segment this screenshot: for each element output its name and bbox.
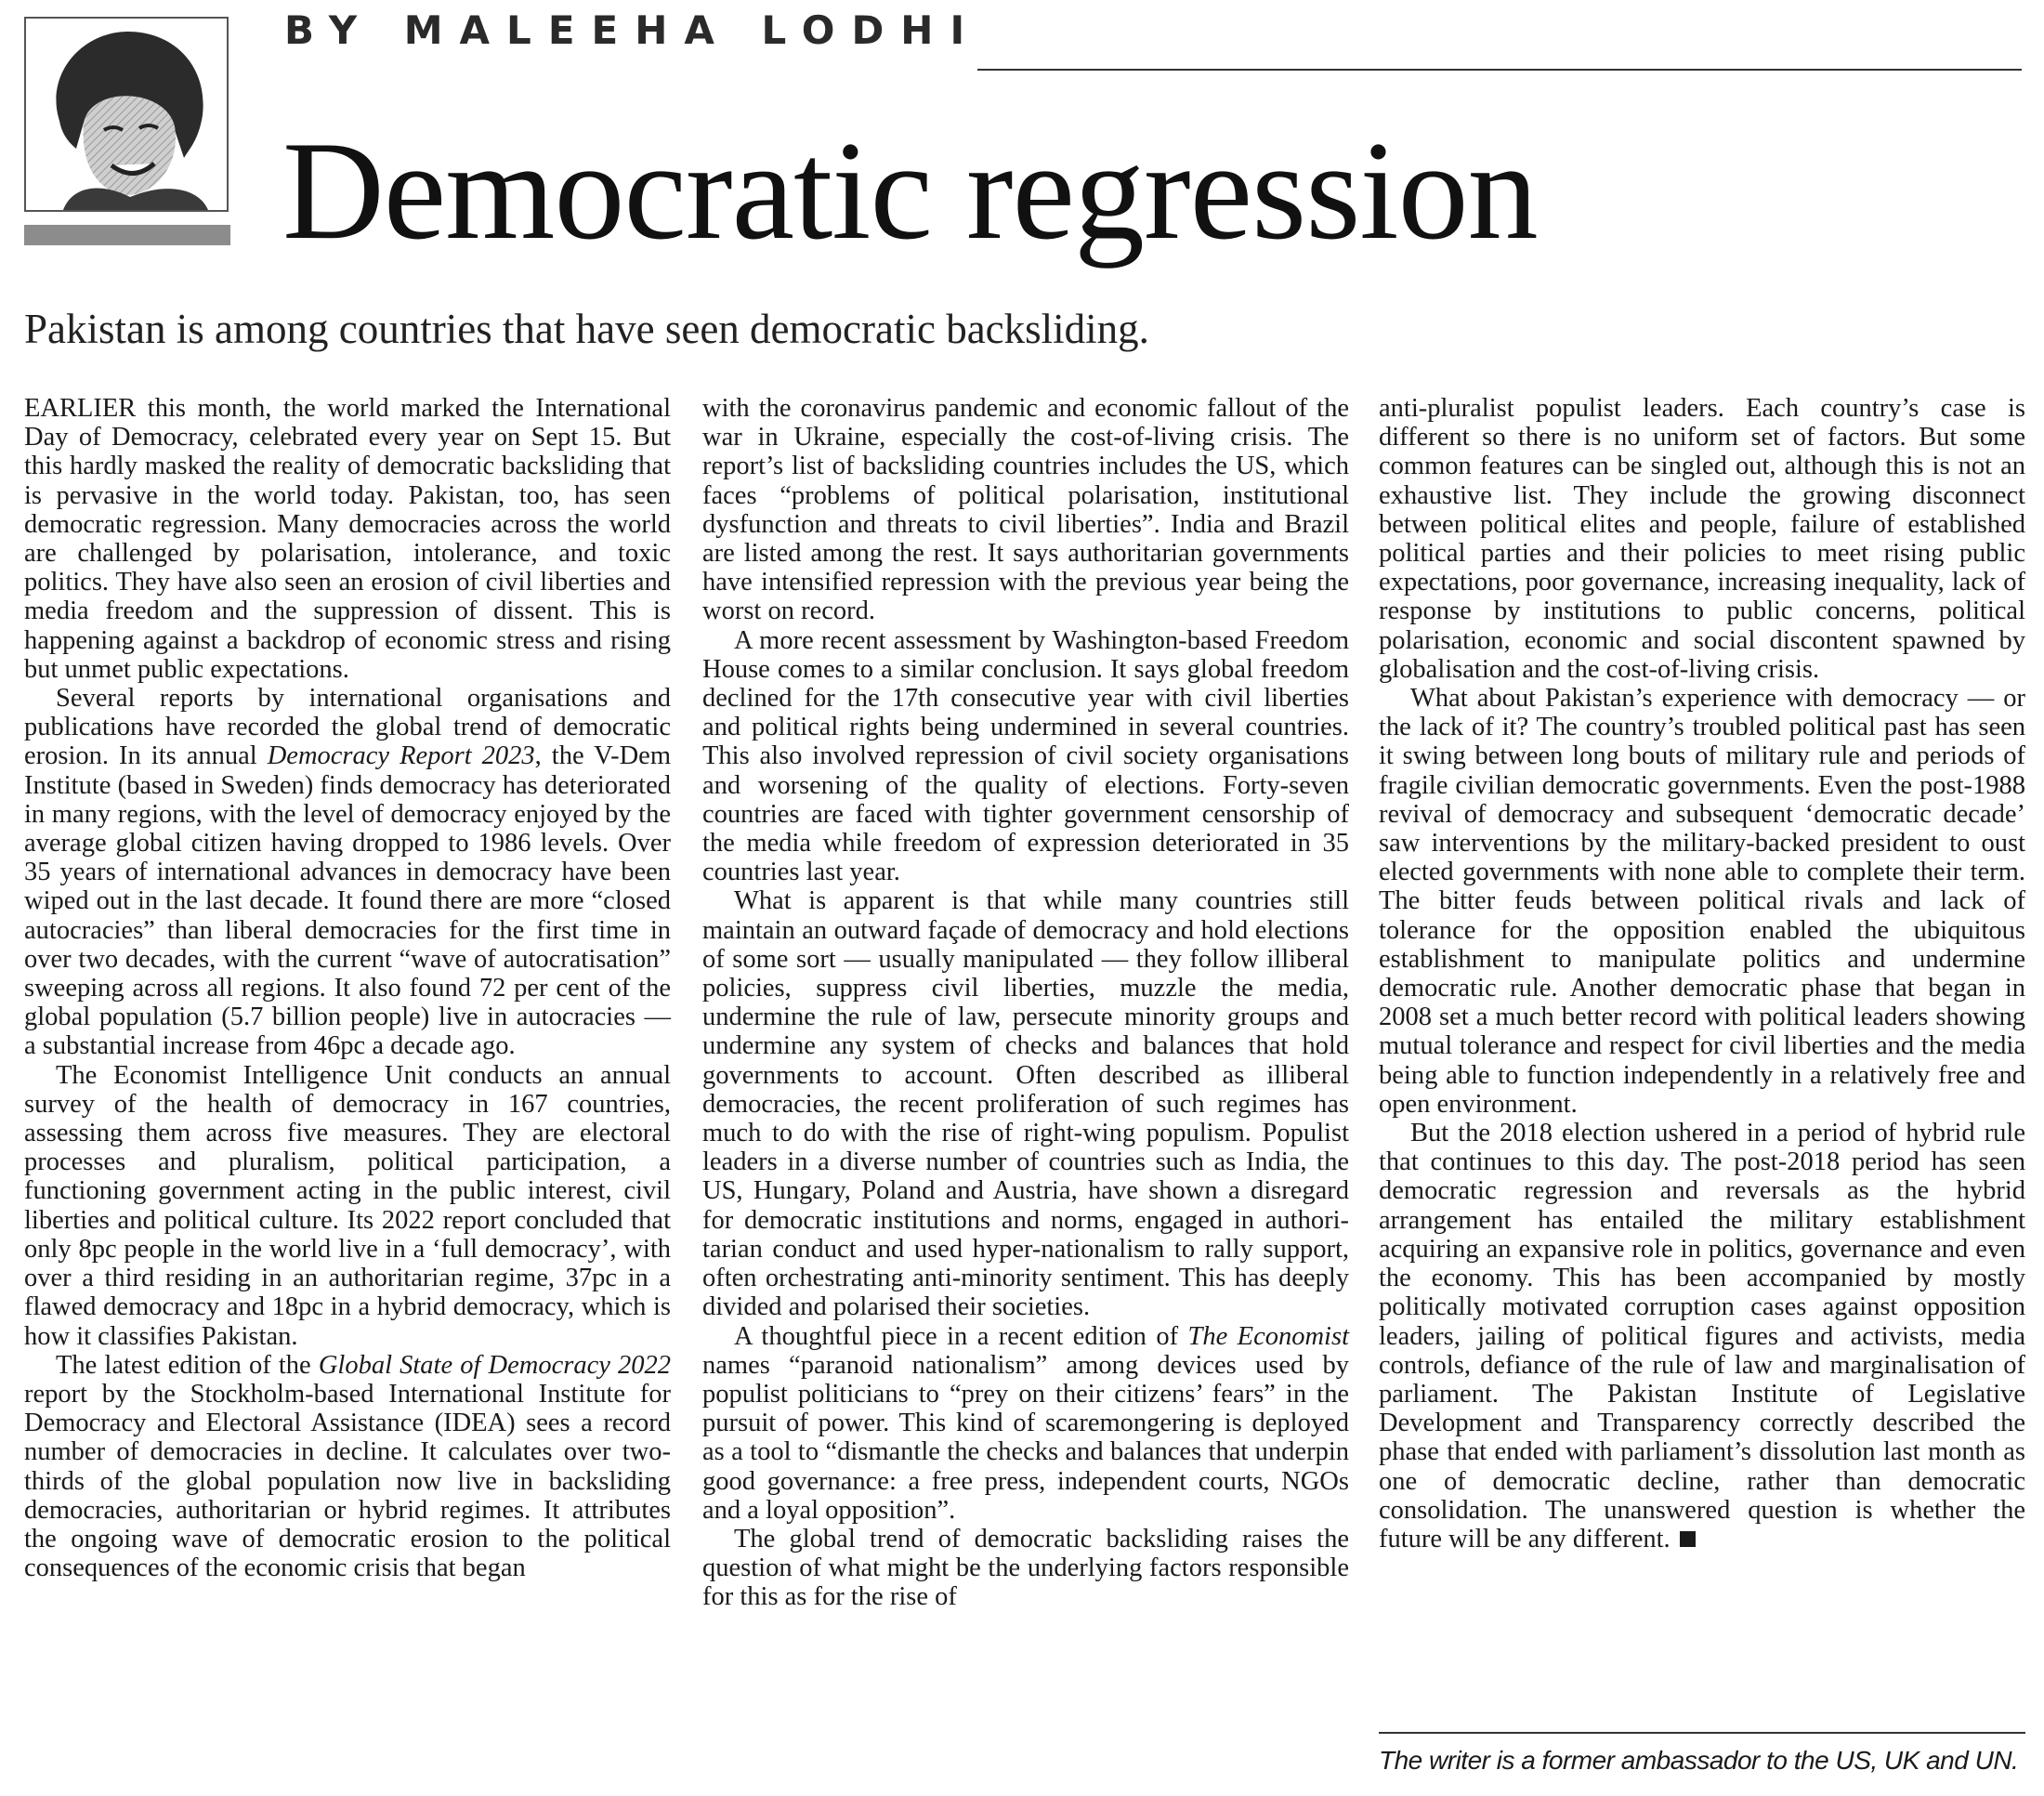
paragraph: What about Pakistan’s experience with democracy — or the lack of it? The country’s troubled political past has seen it swing between long bouts of military rule and periods of fragile civilian democratic governments. Even the post-1988 revival of democracy and subsequent ‘democratic decade’ saw interventions by the military-backed president to oust elected governments with none able to complete their term. The bitter feuds between political rivals and lack of tolerance for the opposition enabled the ubiquitous establishment to manipulate politics and undermine democratic rule. Another democratic phase that began in 2008 set a much better record with political leaders showing mutual tolerance and respect for civil liberties and the media being able to function independently in a relatively free and open environment. (1379, 684, 2025, 1119)
deck: Pakistan is among countries that have seen democratic backsliding. (24, 306, 1149, 352)
photo-accent-bar (24, 225, 230, 245)
paragraph: Several reports by international organisations and publications have recorded the global trend of democratic erosion. In its annual Democracy Report 2023, the V-Dem Institute (based in Sweden) finds democracy has deteriorated in many regions, with the level of democracy enjoyed by the average global citizen having dropped to 1986 levels. Over 35 years of international advances in democracy have been wiped out in the last decade. It found there are more “closed autocracies” than liberal democracies for the first time in over two decades, with the current “wave of autocratisation” sweeping across all regions. It also found 72 per cent of the global population (5.7 billion people) live in autocracies — a substantial increase from 46pc a decade ago. (24, 684, 671, 1061)
paragraph: The Economist Intelligence Unit conducts an annual survey of the health of democracy in 167 countries, assessing them across five measures. They are electoral processes and pluralism, political participation, a functioning government acting in the public interest, civil liberties and political culture. Its 2022 report concluded that only 8pc people in the world live in a ‘full democracy’, with over a third residing in an authoritarian regime, 37pc in a flawed democracy and 18pc in a hybrid democracy, which is how it classifies Pakistan. (24, 1060, 671, 1351)
paragraph: The latest edition of the Global State of Democracy 2022 report by the Stockholm-based International Institute for Democracy and Electoral Assistance (IDEA) sees a record number of democracies in decline. It calculates over two-thirds of the global population now live in backsliding democracies, authoritarian or hybrid regimes. It attributes the ongoing wave of democratic erosion to the political consequences of the economic crisis that began (24, 1350, 671, 1583)
paragraph: EARLIER this month, the world marked the International Day of Democracy, celebrated every year on Sept 15. But this hardly masked the reality of democratic backsliding that is pervasive in the world today. Pakistan, too, has seen democratic regression. Many democracies across the world are challenged by polarisation, intolerance, and toxic politics. They have also seen an erosion of civil liberties and media freedom and the suppression of dissent. This is happening against a backdrop of economic stress and rising but unmet public expectations. (24, 394, 671, 684)
end-mark-icon (1680, 1531, 1696, 1547)
paragraph: anti-pluralist populist leaders. Each country’s case is different so there is no uniform set of factors. But some common features can be singled out, although this is not an exhaustive list. They include the growing disconnect between political elites and people, failure of established political parties and their policies to meet rising public expectations, poor governance, increasing inequality, lack of response by institutions to public concerns, political polarisation, economic and social discontent spawned by globalisation and the cost-of-living crisis. (1379, 394, 2025, 684)
paragraph: The global trend of democratic backsliding raises the question of what might be the underlying factors responsible for this as for the rise of (702, 1524, 1349, 1612)
paragraph: A more recent assessment by Washington-based Freedom House comes to a similar conclusion. It says global freedom declined for the 17th consecutive year with civil liberties and political rights being undermined in several countries. This also involved repression of civil society organisations and worsening of the quality of elections. Forty-seven countries are faced with tighter government censorship of the media while freedom of expression deteriorated in 35 countries last year. (702, 625, 1349, 887)
headline: Democratic regression (282, 112, 1538, 269)
footnote-rule (1379, 1732, 2025, 1734)
paragraph: with the coronavirus pandemic and economic fallout of the war in Ukraine, especially the cost-of-living crisis. The report’s list of backsliding countries includes the US, which faces “problems of political polarisation, institutional dysfunction and threats to civil liberties”. India and Brazil are listed among the rest. It says authoritarian governments have intensified repression with the previous year being the worst on record. (702, 394, 1349, 626)
paragraph: A thoughtful piece in a recent edition of The Economist names “paranoid nationalism” among devices used by populist politicians to “prey on their citizens’ fears” in the pursuit of power. This kind of scaremongering is deployed as a tool to “dismantle the checks and balances that underpin good governance: a free press, independent courts, NGOs and a loyal opposition”. (702, 1321, 1349, 1525)
article-column-3 (1379, 394, 2025, 1553)
author-photo (24, 17, 229, 212)
lead-word: EARLIER (24, 394, 137, 423)
byline-rule (977, 69, 2022, 71)
byline: BY MALEEHA LODHI (284, 7, 982, 53)
author-portrait-icon (26, 19, 227, 210)
article-column-1 (24, 394, 671, 1582)
footnote: The writer is a former ambassador to the US, UK and UN. (1379, 1746, 2019, 1775)
paragraph: What is apparent is that while many countries still maintain an outward façade of democracy and hold elections of some sort — usually manipulated — they follow illiberal policies, suppress civil liberties, muzzle the media, undermine the rule of law, persecute minority groups and undermine any system of checks and balances that hold governments to account. Often described as illiberal democracies, the recent proliferation of such regimes has much to do with the rise of right-wing populism. Populist leaders in a diverse number of countries such as India, the US, Hungary, Poland and Austria, have shown a disregard for democratic institutions and norms, engaged in authoritarian conduct and used hyper-nationalism to rally support, often orchestrating anti-minority sentiment. This has deeply divided and polarised their societies. (702, 886, 1349, 1322)
article-column-2 (702, 394, 1349, 1612)
paragraph: But the 2018 election ushered in a period of hybrid rule that continues to this day. The post-2018 period has seen democratic regression and reversals as the hybrid arrangement has entailed the military establishment acquiring an expansive role in politics, governance and even the economy. This has been accompanied by mostly politically motivated corruption cases against opposition leaders, jailing of political figures and activists, media controls, defiance of the rule of law and marginalisation of parliament. The Pakistan Institute of Legislative Development and Transparency correctly described the phase that ended with parliament’s dissolution last month as one of democratic decline, rather than democratic consolidation. The unanswered question is whether the future will be any different. (1379, 1119, 2025, 1553)
